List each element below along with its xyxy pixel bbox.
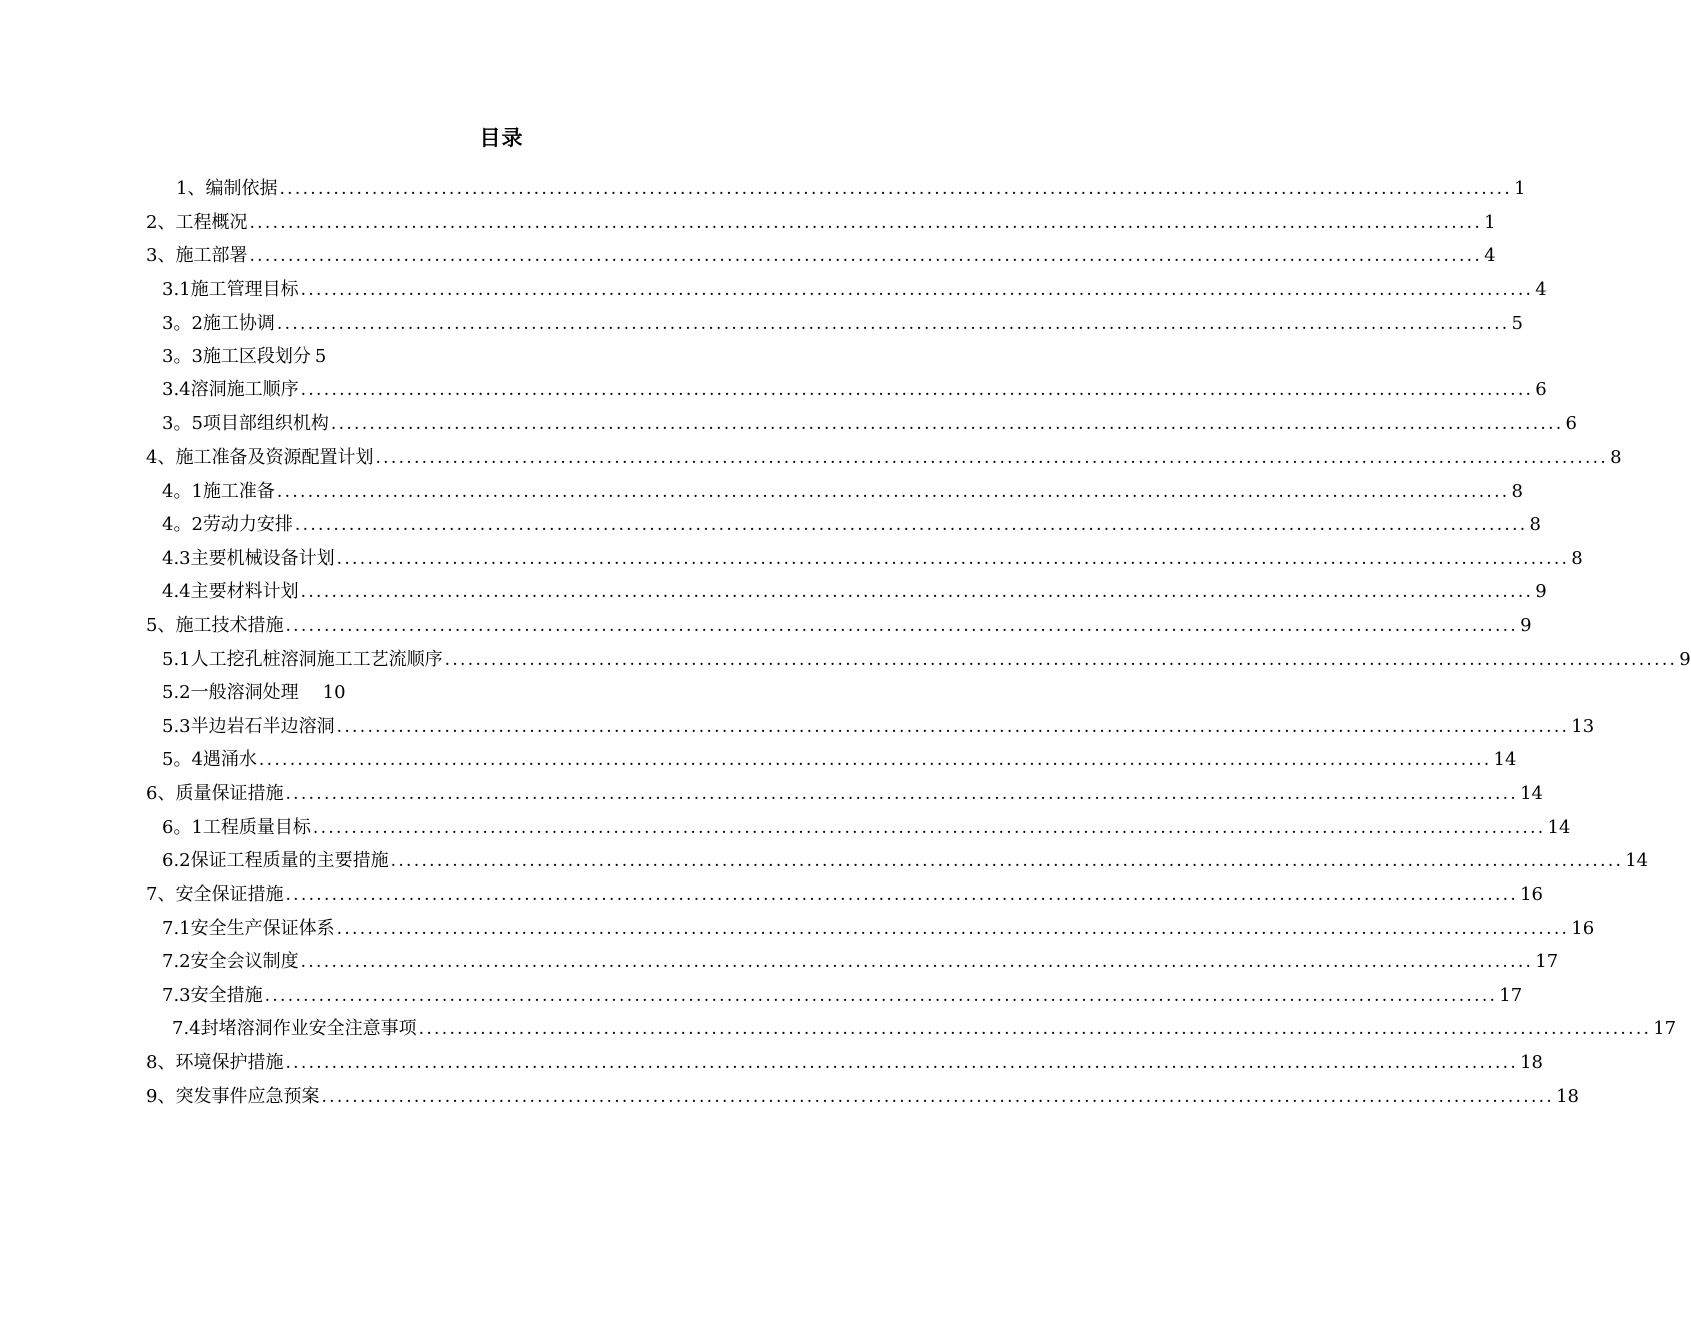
toc-entry-label: 7、安全保证措施 bbox=[146, 884, 284, 905]
toc-entry-label: 5、施工技术措施 bbox=[146, 615, 284, 636]
toc-entry-label: 2、工程概况 bbox=[146, 212, 248, 233]
toc-entry-page: 6 bbox=[1535, 379, 1547, 400]
toc-entry-label: 7.1安全生产保证体系 bbox=[162, 918, 335, 939]
toc-entry-page: 17 bbox=[1535, 951, 1559, 972]
toc-entry-label: 4、施工准备及资源配置计划 bbox=[146, 447, 374, 468]
toc-entry-label: 9、突发事件应急预案 bbox=[146, 1086, 320, 1107]
toc-entry[interactable] bbox=[162, 574, 1547, 604]
toc-title: 目录 bbox=[479, 126, 524, 150]
toc-entry-page: 18 bbox=[1556, 1086, 1579, 1107]
toc-entry-page: 14 bbox=[1493, 749, 1517, 770]
toc-entry-label: 5.2一般溶洞处理 bbox=[162, 682, 299, 703]
toc-entry-label: 4。1施工准备 bbox=[162, 481, 275, 502]
toc-entry-page: 5 bbox=[1511, 313, 1523, 334]
toc-entry[interactable] bbox=[162, 978, 1523, 1008]
toc-leader-dots: ................................................................................................................................................................ bbox=[336, 549, 1570, 569]
toc-entry[interactable] bbox=[146, 776, 1543, 806]
toc-entry[interactable] bbox=[162, 372, 1547, 402]
toc-entry-page: 9 bbox=[1520, 615, 1532, 636]
toc-entry-label: 8、环境保护措施 bbox=[146, 1052, 284, 1073]
toc-entry[interactable] bbox=[146, 1045, 1543, 1075]
toc-entry-label: 6。1工程质量目标 bbox=[162, 817, 311, 838]
toc-leader-dots: ................................................................................................................................................................ bbox=[285, 1053, 1519, 1073]
toc-entry[interactable] bbox=[162, 474, 1523, 504]
toc-leader-dots: ................................................................................................................................................................ bbox=[375, 448, 1609, 468]
toc-entry[interactable] bbox=[162, 339, 462, 369]
toc-leader-dots: ................................................................................................................................................................ bbox=[300, 280, 1534, 300]
toc-entry[interactable] bbox=[146, 205, 1496, 235]
toc-entry-page: 14 bbox=[1547, 817, 1571, 838]
toc-entry-page: 14 bbox=[1625, 850, 1649, 871]
toc-entry-label: 7.2安全会议制度 bbox=[162, 951, 299, 972]
toc-entry[interactable] bbox=[146, 238, 1496, 268]
toc-leader-dots: ................................................................................................................................................................ bbox=[444, 650, 1678, 670]
toc-entry-label: 3。5项目部组织机构 bbox=[162, 413, 329, 434]
toc-leader-dots: ................................................................................................................................................................ bbox=[249, 246, 1483, 266]
toc-entry-page: 4 bbox=[1535, 279, 1547, 300]
toc-entry-page: 17 bbox=[1653, 1018, 1677, 1039]
toc-entry[interactable] bbox=[162, 810, 1571, 840]
toc-leader-dots: ................................................................................................................................................................ bbox=[258, 750, 1492, 770]
toc-leader-dots: ................................................................................................................................................................ bbox=[336, 717, 1570, 737]
toc-entry[interactable] bbox=[146, 440, 1622, 470]
toc-leader-dots: ................................................................................................................................................................ bbox=[321, 1087, 1555, 1107]
toc-entry[interactable] bbox=[162, 507, 1541, 537]
toc-leader-dots: ................................................................................................................................................................ bbox=[276, 314, 1510, 334]
toc-leader-dots: ................................................................................................................................................................ bbox=[276, 482, 1510, 502]
toc-leader-dots: ................................................................................................................................................................ bbox=[285, 885, 1519, 905]
toc-entry-page: 13 bbox=[1571, 716, 1595, 737]
toc-entry-label: 3.4溶洞施工顺序 bbox=[162, 379, 299, 400]
toc-entry-page: 9 bbox=[1679, 649, 1691, 670]
toc-leader-dots: ................................................................................................................................................................ bbox=[300, 952, 1534, 972]
toc-entry-page: 8 bbox=[1610, 447, 1622, 468]
toc-entry[interactable] bbox=[162, 541, 1583, 571]
toc-leader-dots: ................................................................................................................................................................ bbox=[285, 784, 1519, 804]
toc-entry-page: 14 bbox=[1520, 783, 1543, 804]
toc-entry-page: 9 bbox=[1535, 581, 1547, 602]
toc-entry-page: 8 bbox=[1529, 514, 1541, 535]
toc-entry[interactable] bbox=[146, 877, 1543, 907]
toc-leader-dots: ................................................................................................................................................................ bbox=[264, 986, 1498, 1006]
toc-leader-dots: ................................................................................................................................................................ bbox=[279, 179, 1513, 199]
toc-entry[interactable] bbox=[176, 171, 1526, 201]
toc-entry[interactable] bbox=[162, 843, 1649, 873]
toc-entry[interactable] bbox=[162, 406, 1577, 436]
toc-entry[interactable] bbox=[146, 1079, 1579, 1109]
toc-entry[interactable] bbox=[162, 642, 1691, 672]
toc-leader-dots: ................................................................................................................................................................ bbox=[336, 919, 1570, 939]
toc-entry-label: 7.4封堵溶洞作业安全注意事项 bbox=[172, 1018, 417, 1039]
toc-entry[interactable] bbox=[146, 608, 1532, 638]
toc-entry-page: 6 bbox=[1565, 413, 1577, 434]
toc-leader-dots: ................................................................................................................................................................ bbox=[285, 616, 1519, 636]
toc-entry-page: 5 bbox=[314, 346, 327, 367]
toc-entry-page: 1 bbox=[1484, 212, 1496, 233]
toc-leader-dots: ................................................................................................................................................................ bbox=[418, 1019, 1652, 1039]
toc-entry[interactable] bbox=[162, 911, 1595, 941]
toc-entry-label: 5。4遇涌水 bbox=[162, 749, 257, 770]
toc-leader-dots: ................................................................................................................................................................ bbox=[300, 380, 1534, 400]
toc-leader-dots: ................................................................................................................................................................ bbox=[330, 414, 1564, 434]
toc-entry-page: 10 bbox=[322, 682, 346, 703]
toc-entry[interactable] bbox=[162, 306, 1523, 336]
toc-entry-page: 17 bbox=[1499, 985, 1523, 1006]
toc-entry-label: 3。2施工协调 bbox=[162, 313, 275, 334]
toc-entry-label: 3、施工部署 bbox=[146, 245, 248, 266]
toc-entry-page: 18 bbox=[1520, 1052, 1543, 1073]
toc-leader-dots: ................................................................................................................................................................ bbox=[249, 213, 1483, 233]
toc-entry[interactable] bbox=[162, 742, 1517, 772]
toc-entry-page: 16 bbox=[1520, 884, 1543, 905]
toc-leader-dots: ................................................................................................................................................................ bbox=[294, 515, 1528, 535]
toc-entry-page: 8 bbox=[1571, 548, 1583, 569]
toc-entry-page: 16 bbox=[1571, 918, 1595, 939]
toc-entry-label: 6、质量保证措施 bbox=[146, 783, 284, 804]
toc-leader-dots: ................................................................................................................................................................ bbox=[300, 582, 1534, 602]
toc-entry[interactable] bbox=[162, 944, 1559, 974]
toc-entry[interactable] bbox=[162, 709, 1595, 739]
toc-entry[interactable] bbox=[162, 272, 1547, 302]
toc-entry-label: 4.4主要材料计划 bbox=[162, 581, 299, 602]
toc-leader-dots: ................................................................................................................................................................ bbox=[312, 818, 1546, 838]
toc-entry-label: 1、编制依据 bbox=[176, 178, 278, 199]
toc-entry-label: 5.1人工挖孔桩溶洞施工工艺流顺序 bbox=[162, 649, 443, 670]
toc-entry-label: 4。2劳动力安排 bbox=[162, 514, 293, 535]
toc-entry-label: 7.3安全措施 bbox=[162, 985, 263, 1006]
toc-entry-page: 4 bbox=[1484, 245, 1496, 266]
toc-entry-label: 3。3施工区段划分 bbox=[162, 346, 311, 367]
toc-entry-label: 6.2保证工程质量的主要措施 bbox=[162, 850, 389, 871]
toc-entry-label: 3.1施工管理目标 bbox=[162, 279, 299, 300]
toc-entry-page: 1 bbox=[1514, 178, 1526, 199]
toc-leader-dots: ................................................................................................................................................................ bbox=[390, 851, 1624, 871]
toc-entry-label: 4.3主要机械设备计划 bbox=[162, 548, 335, 569]
toc-entry-label: 5.3半边岩石半边溶洞 bbox=[162, 716, 335, 737]
toc-entry-page: 8 bbox=[1511, 481, 1523, 502]
toc-entry[interactable] bbox=[162, 675, 462, 705]
toc-entry[interactable] bbox=[172, 1011, 1677, 1041]
